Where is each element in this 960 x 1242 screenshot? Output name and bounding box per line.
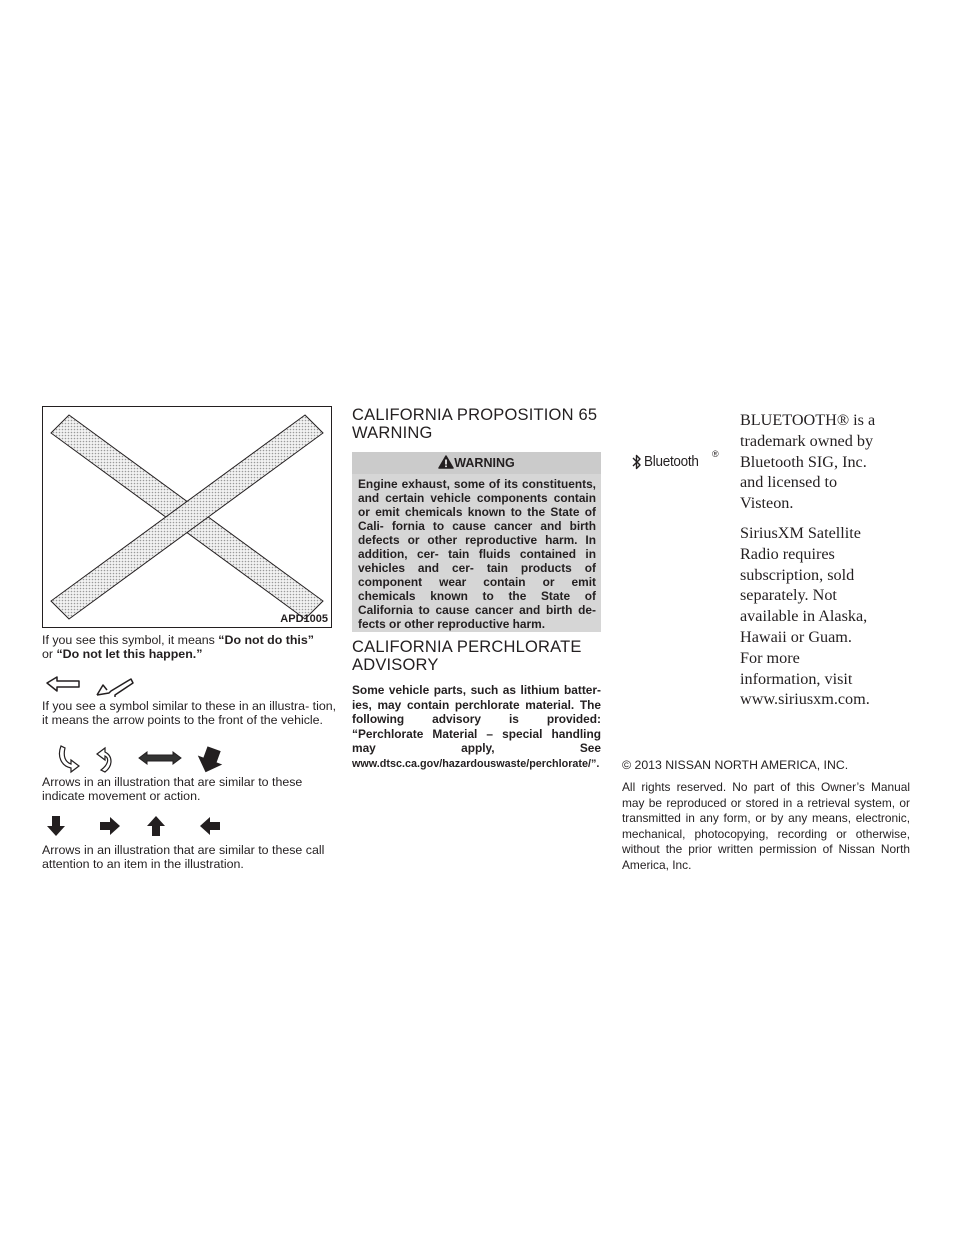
warning-header (352, 452, 601, 474)
siriusxm-text (740, 523, 940, 710)
do-not-symbol-figure (42, 406, 332, 628)
warning-triangle-icon (438, 455, 454, 469)
bluetooth-logo (632, 451, 722, 473)
symbol-meaning-text (42, 633, 337, 661)
sirius-line: available in Alaska, (740, 607, 868, 626)
front-arrow-icon (45, 675, 135, 697)
do-not-do-this-text: “Do not do this” (218, 633, 314, 647)
bluetooth-trademark-text (740, 410, 940, 514)
front-arrow-text: If you see a symbol similar to these in an illustra- tion, it means the arrow points to the front of the vehicle. (42, 699, 337, 727)
perchlorate-advisory-text (352, 683, 601, 771)
bluetooth-line: and licensed to (740, 473, 838, 492)
perchlorate-heading (352, 638, 582, 674)
bluetooth-reg-mark: ® (712, 449, 719, 459)
sirius-line: Radio requires (740, 544, 835, 563)
rights-reserved-text: All rights reserved. No part of this Owner’s Manual may be reproduced or stored in a retrieval system, or transmitted in any form, or by any means, electronic, mechanical, photocopying, recording or otherwise, without the prior written permission of Nissan North America, Inc. (622, 780, 910, 872)
sirius-line: information, visit (740, 669, 853, 688)
warning-box (352, 452, 601, 632)
sirius-line: subscription, sold (740, 565, 855, 584)
symbol-text-mid: or (42, 647, 57, 661)
bluetooth-line: Bluetooth SIG, Inc. (740, 452, 867, 471)
bluetooth-line: BLUETOOTH® is a (740, 411, 876, 429)
sirius-line: separately. Not (740, 586, 837, 605)
bluetooth-logo-text: Bluetooth (644, 453, 699, 470)
perchlorate-text: Some vehicle parts, such as lithium batter- ies, may contain perchlorate material. The following advisory is provided: “Perchlorate Material – special handling may apply, See (352, 683, 601, 755)
attention-arrow-icon (42, 814, 232, 838)
symbol-text-pre: If you see this symbol, it means (42, 633, 219, 647)
figure-id: APD1005 (280, 613, 328, 625)
movement-arrow-icon (55, 744, 235, 774)
warning-label: WARNING (454, 456, 515, 470)
x-symbol-icon (43, 407, 331, 627)
attention-arrow-text: Arrows in an illustration that are similar to these call attention to an item in the illustration. (42, 843, 325, 871)
perchlorate-heading-line2: ADVISORY (352, 656, 439, 674)
bluetooth-line: trademark owned by (740, 431, 874, 450)
movement-arrow-text: Arrows in an illustration that are similar to these indicate movement or action. (42, 775, 303, 803)
prop65-heading-line1: CALIFORNIA PROPOSITION 65 (352, 406, 598, 424)
warning-text: Engine exhaust, some of its constituents, and certain vehicle components contain or emit chemicals known to the State of Cali- fornia to cause cancer and birth defects or other reproductive harm. In addition, cer- tain fluids contained in vehicles and cer- tain products of component wear contain or emit chemicals known to the State of California to cause cancer and birth de- fects or other reproductive harm. (358, 477, 596, 631)
prop65-heading-line2: WARNING (352, 424, 433, 442)
bluetooth-line: Visteon. (740, 494, 794, 513)
bluetooth-icon (632, 454, 642, 470)
perchlorate-url: www.dtsc.ca.gov/hazardouswaste/perchlorate/”. (352, 757, 600, 770)
sirius-line: SiriusXM Satellite (740, 524, 861, 542)
copyright-heading: © 2013 NISSAN NORTH AMERICA, INC. (622, 758, 849, 772)
perchlorate-heading-line1: CALIFORNIA PERCHLORATE (352, 638, 582, 656)
prop65-heading (352, 406, 597, 442)
do-not-let-happen-text: “Do not let this happen.” (56, 647, 203, 661)
sirius-line: For more (740, 648, 800, 667)
sirius-line: www.siriusxm.com. (740, 690, 870, 709)
sirius-line: Hawaii or Guam. (740, 627, 852, 646)
